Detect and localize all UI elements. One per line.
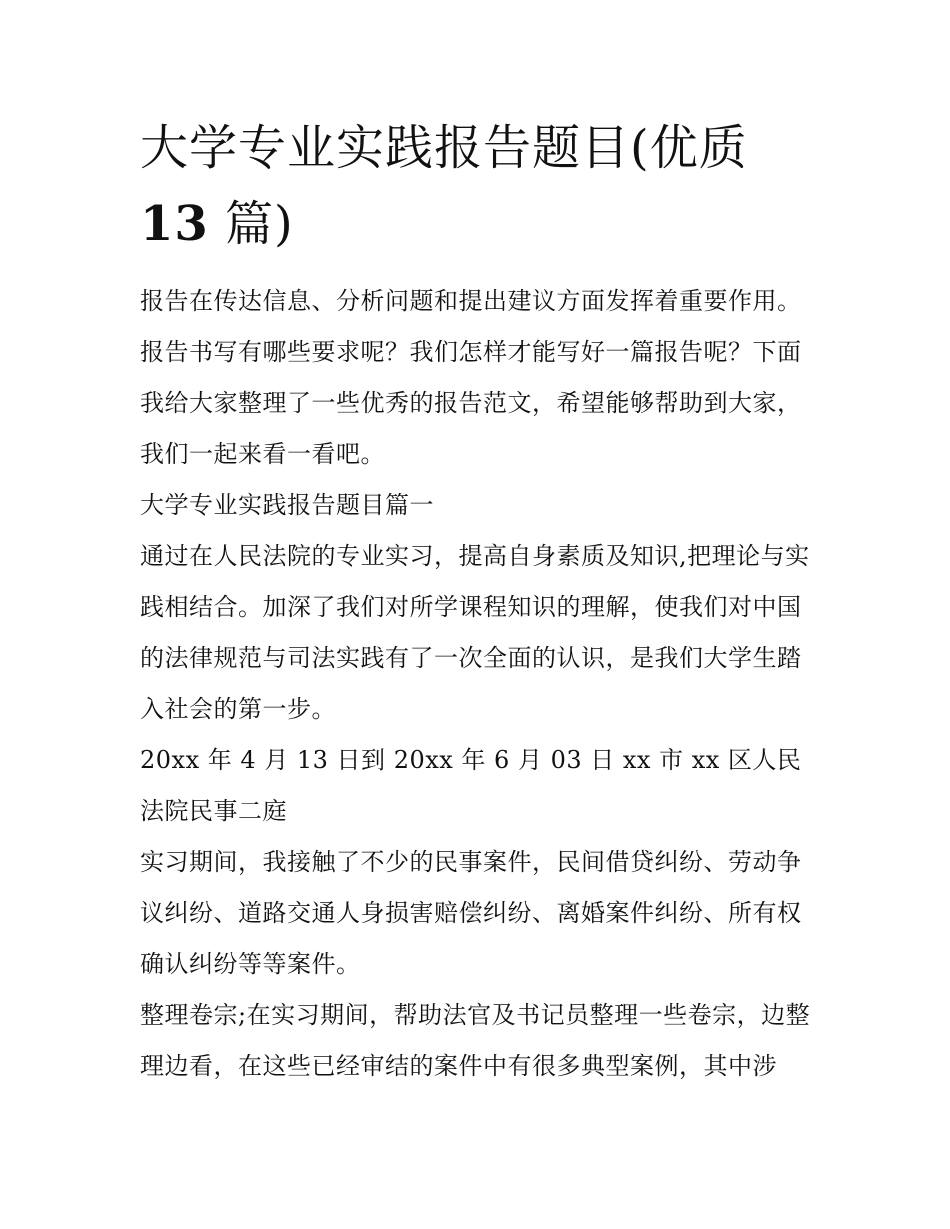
title-line-2: 篇) — [208, 196, 294, 252]
body-paragraph: 整理卷宗;在实习期间，帮助法官及书记员整理一些卷宗，边整理边看，在这些已经审结的案件中有很多典型案例，其中涉 — [140, 1001, 811, 1080]
intro-paragraph: 报告在传达信息、分析问题和提出建议方面发挥着重要作用。报告书写有哪些要求呢？我们怎样才能写好一篇报告呢？下面我给大家整理了一些优秀的报告范文，希望能够帮助到大家，我们一起来看一看吧。 — [140, 287, 802, 468]
internship-period: 20xx 年 4 月 13 日到 20xx 年 6 月 03 日 xx 市 xx 区人民法院民事二庭 — [140, 746, 802, 825]
body-paragraph: 实习期间，我接触了不少的民事案件，民间借贷纠纷、劳动争议纠纷、道路交通人身损害赔偿纠纷、离婚案件纠纷、所有权确认纠纷等等案件。 — [140, 848, 802, 978]
section-heading: 大学专业实践报告题目篇一 — [140, 491, 434, 519]
title-count: 13 — [140, 196, 209, 252]
document-body — [140, 276, 820, 1092]
title-line-1: 大学专业实践报告题目(优质 — [140, 120, 748, 176]
body-paragraph: 通过在人民法院的专业实习，提高自身素质及知识,把理论与实践相结合。加深了我们对所学课程知识的理解，使我们对中国的法律规范与司法实践有了一次全面的认识，是我们大学生踏入社会的第一步。 — [140, 542, 810, 723]
document-title — [140, 110, 820, 262]
